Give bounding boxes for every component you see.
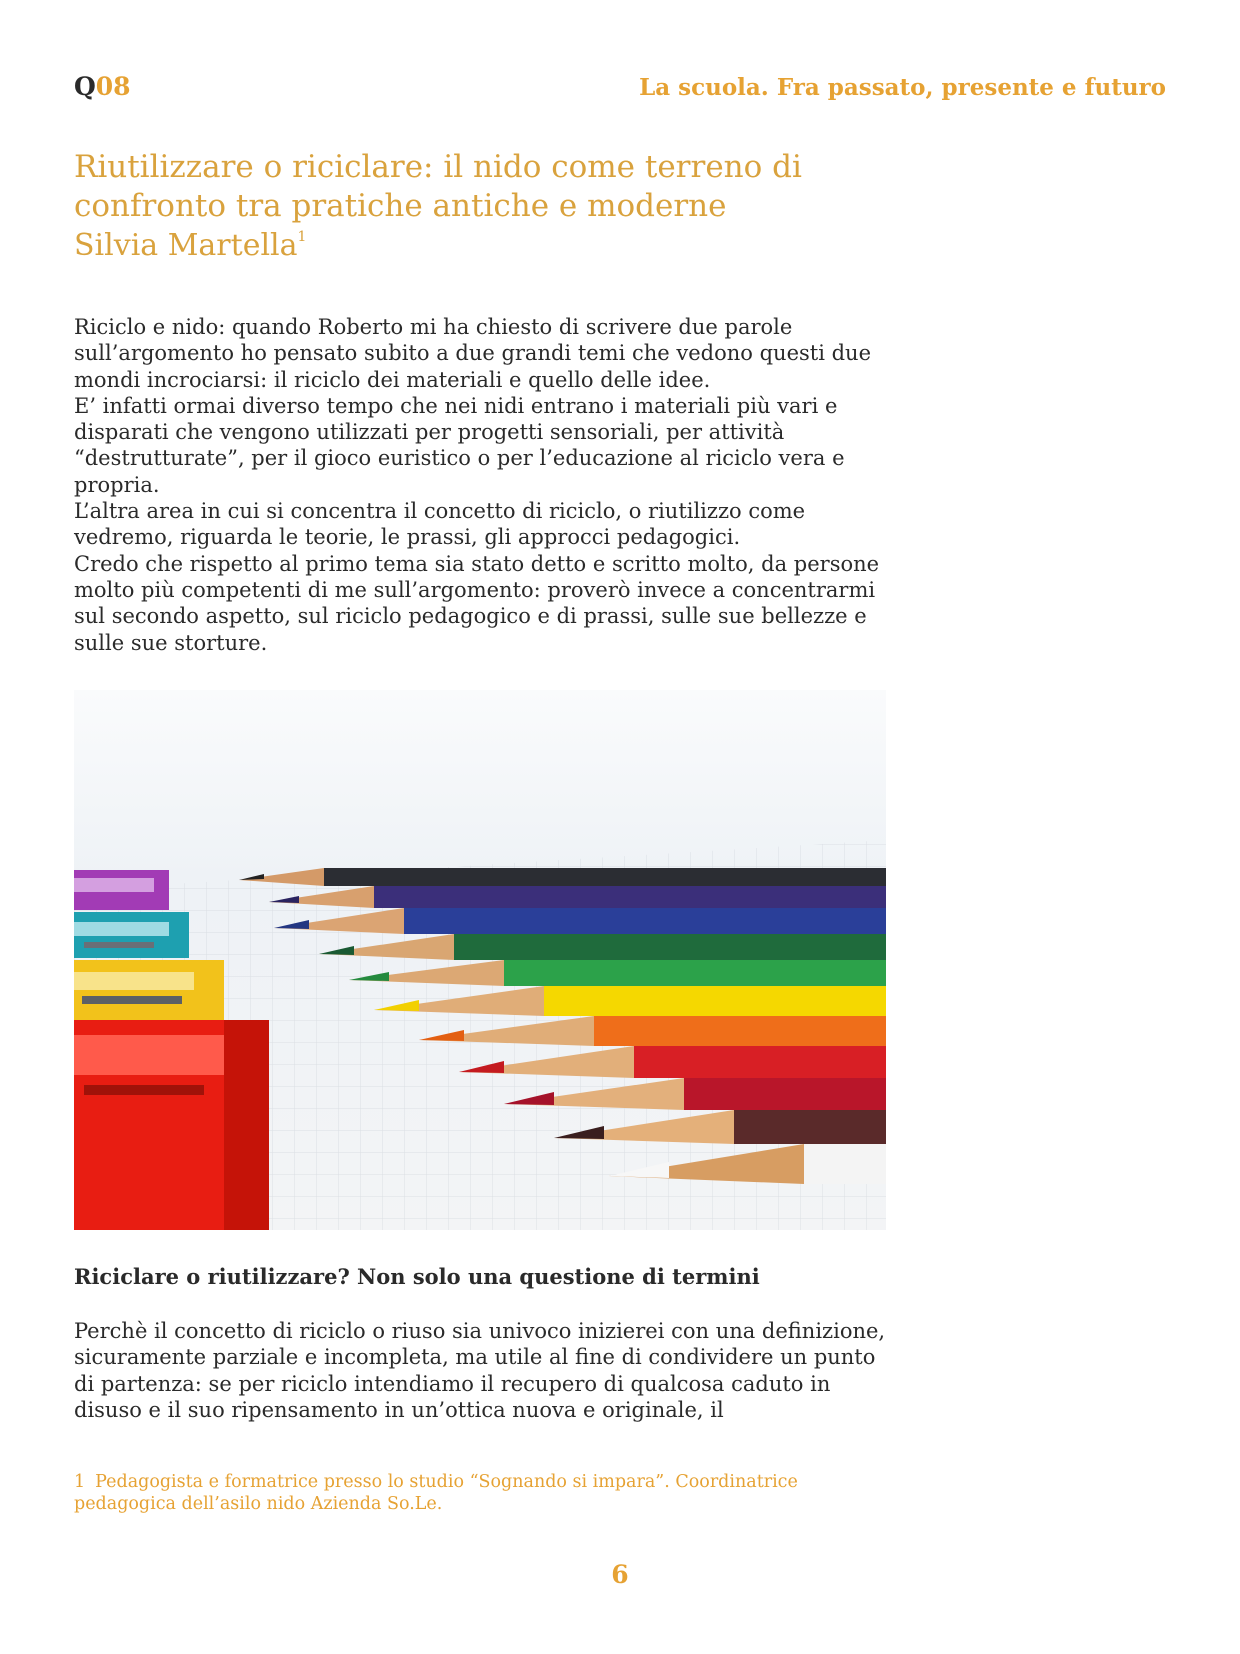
page-number: 6 <box>611 1560 629 1589</box>
issue-number: 08 <box>95 72 131 101</box>
intro-paragraph: Credo che rispetto al primo tema sia stato detto e scritto molto, da persone molto più competenti di me sull’argomento: proverò invece a concentrarmi sul secondo aspetto, sul riciclo pedagogico e di prassi, sulle sue bellezze e sulle sue storture. <box>74 551 880 655</box>
intro-paragraph: L’altra area in cui si concentra il concetto di riciclo, o riutilizzo come vedremo, riguarda le teorie, le prassi, gli approcci pedagogici. <box>74 499 806 550</box>
colored-pencils-illustration <box>74 690 886 1230</box>
sharpener-teal <box>74 912 189 958</box>
pencil-black <box>239 868 886 886</box>
section-heading: Riciclare o riutilizzare? Non solo una questione di termini <box>74 1264 760 1289</box>
sharpener-red <box>74 1020 269 1230</box>
issue-label <box>74 72 131 101</box>
footnote-text: Pedagogista e formatrice presso lo studio “Sognando si impara”. Coordinatrice pedagogica dell’asilo nido Azienda So.Le. <box>74 1472 798 1514</box>
running-title: La scuola. Fra passato, presente e futuro <box>639 74 1166 101</box>
page-header <box>74 72 1166 112</box>
author-footnote-ref[interactable]: 1 <box>297 229 307 245</box>
article-title: Riutilizzare o riciclare: il nido come terreno di confronto tra pratiche antiche e moderne <box>74 149 802 224</box>
pencil-indigo <box>269 886 886 908</box>
issue-prefix: Q <box>74 72 96 101</box>
sharpener-yellow <box>74 960 224 1020</box>
footnote <box>74 1471 834 1515</box>
intro-paragraph: E’ infatti ormai diverso tempo che nei nidi entrano i materiali più vari e disparati che vengono utilizzati per progetti sensoriali, per attività “destrutturate”, per il gioco euristico o per l’educazione al riciclo vera e propria. <box>74 393 845 497</box>
author-name: Silvia Martella <box>74 228 298 263</box>
section-paragraph: Perchè il concetto di riciclo o riuso sia univoco inizierei con una definizione, sicuramente parziale e incompleta, ma utile al fine di condividere un punto di partenza: se per riciclo intendiamo il recupero di qualcosa caduto in disuso e il suo ripensamento in un’ottica nuova e originale, il <box>74 1319 886 1422</box>
footnote-number: 1 <box>74 1472 86 1492</box>
intro-paragraph: Riciclo e nido: quando Roberto mi ha chiesto di scrivere due parole sull’argomento ho pensato subito a due grandi temi che vedono questi due mondi incrociarsi: il riciclo dei materiali e quello delle idee. <box>74 315 871 392</box>
colored-pencils-photo <box>74 690 886 1230</box>
author-line <box>74 228 306 263</box>
intro-text <box>74 314 894 656</box>
sharpener-purple <box>74 870 169 910</box>
